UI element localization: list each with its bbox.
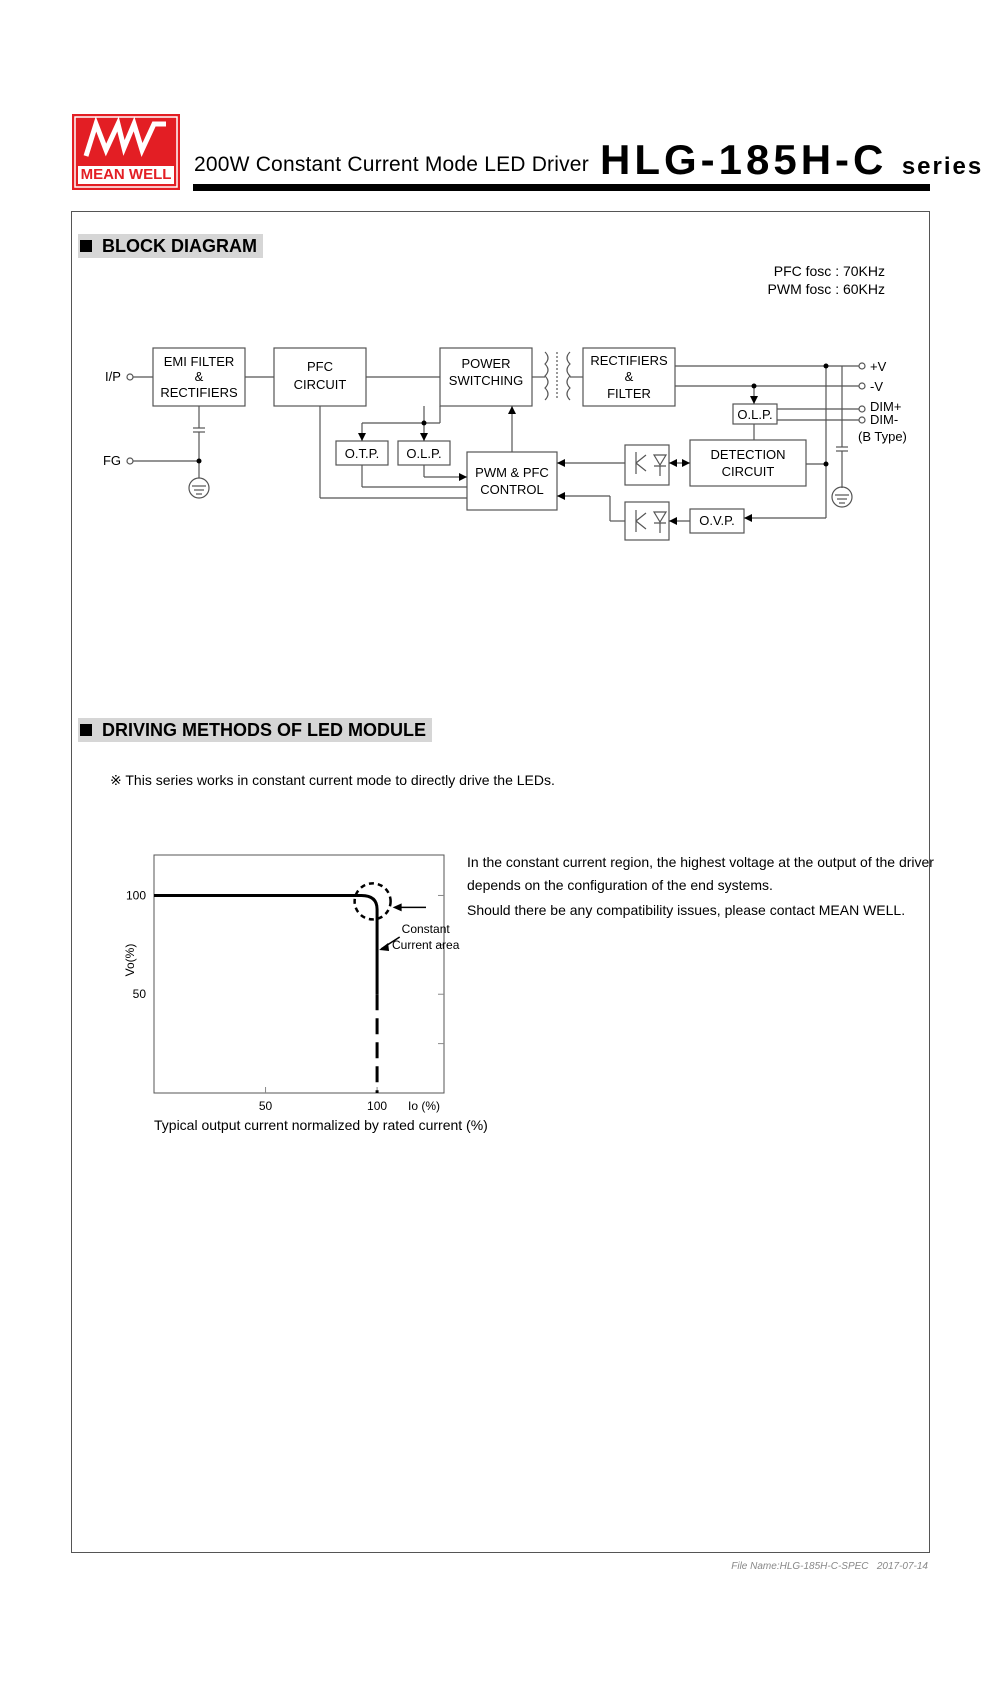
pwm-label-1: PWM & PFC <box>475 465 549 480</box>
detection-label-2: CIRCUIT <box>721 464 775 479</box>
emi-label-1: EMI FILTER <box>163 354 235 369</box>
plot-frame <box>154 855 444 1093</box>
driving-desc-3: Should there be any compatibility issues, please contact MEAN WELL. <box>467 902 906 918</box>
knee-highlight-circle <box>355 883 391 919</box>
emi-label-3: RECTIFIERS <box>160 385 238 400</box>
fg-label: FG <box>102 453 122 468</box>
knee-arrowhead <box>393 903 402 911</box>
footer-file-name: File Name:HLG-185H-C-SPEC 2017-07-14 <box>731 1561 928 1572</box>
model-name: HLG-185H-C <box>600 136 888 183</box>
pwm-control-box <box>467 452 557 510</box>
model-series: series <box>901 153 984 180</box>
x-tick-label: 100 <box>367 1099 388 1113</box>
current-area-arrowhead <box>379 943 389 951</box>
chart-caption: Typical output current normalized by rated current (%) <box>154 1117 488 1133</box>
power-label-2: SWITCHING <box>448 373 524 388</box>
driving-desc-1: In the constant current region, the highest voltage at the output of the driver <box>467 854 934 870</box>
dimplus-label: DIM+ <box>870 399 902 414</box>
annotation-constant: Constant <box>401 921 450 936</box>
power-label-1: POWER <box>461 356 511 371</box>
page-subtitle: 200W Constant Current Mode LED Driver <box>194 153 589 176</box>
driving-desc-2: depends on the configuration of the end systems. <box>467 877 773 893</box>
series-constant-voltage-line <box>154 895 377 994</box>
block-diagram-heading: BLOCK DIAGRAM <box>102 235 257 256</box>
block-diagram <box>0 0 1000 620</box>
ip-label: I/P <box>105 369 121 384</box>
optocoupler-1 <box>625 445 669 485</box>
pfc-label-1: PFC <box>307 359 333 374</box>
vplus-label: +V <box>870 359 887 374</box>
pfc-fosc: PFC fosc : 70KHz <box>773 263 885 279</box>
section-heading-driving <box>78 718 432 742</box>
dimminus-label: DIM- <box>870 412 899 427</box>
y-axis-label: Vo(%) <box>123 943 137 977</box>
y-tick-label: 50 <box>132 987 146 1002</box>
pwm-label-2: CONTROL <box>480 482 544 497</box>
olp-label: O.L.P. <box>406 446 442 461</box>
detection-label-1: DETECTION <box>710 447 786 462</box>
rect-label-3: FILTER <box>607 386 651 401</box>
emi-label-2: & <box>194 369 204 384</box>
optocoupler-2 <box>625 502 669 540</box>
square-bullet-icon <box>80 724 92 736</box>
driving-heading: DRIVING METHODS OF LED MODULE <box>102 719 426 740</box>
x-axis-label: Io (%) <box>407 1099 441 1113</box>
btype-label: (B Type) <box>858 429 907 444</box>
y-tick-label: 100 <box>125 888 146 903</box>
rect-label-1: RECTIFIERS <box>590 353 668 368</box>
logo-text: MEAN WELL <box>80 166 172 183</box>
vminus-label: -V <box>870 379 883 394</box>
rect-label-2: & <box>624 369 634 384</box>
annotation-current-area: Current area <box>392 937 460 952</box>
olp-output-label: O.L.P. <box>737 407 773 422</box>
vo-io-chart <box>100 840 460 1120</box>
driving-note: ※ This series works in constant current mode to directly drive the LEDs. <box>110 772 555 788</box>
pwm-fosc: PWM fosc : 60KHz <box>767 281 885 297</box>
otp-label: O.T.P. <box>344 446 380 461</box>
pfc-label-2: CIRCUIT <box>293 377 347 392</box>
ovp-label: O.V.P. <box>699 513 735 528</box>
x-tick-label: 50 <box>258 1099 273 1113</box>
